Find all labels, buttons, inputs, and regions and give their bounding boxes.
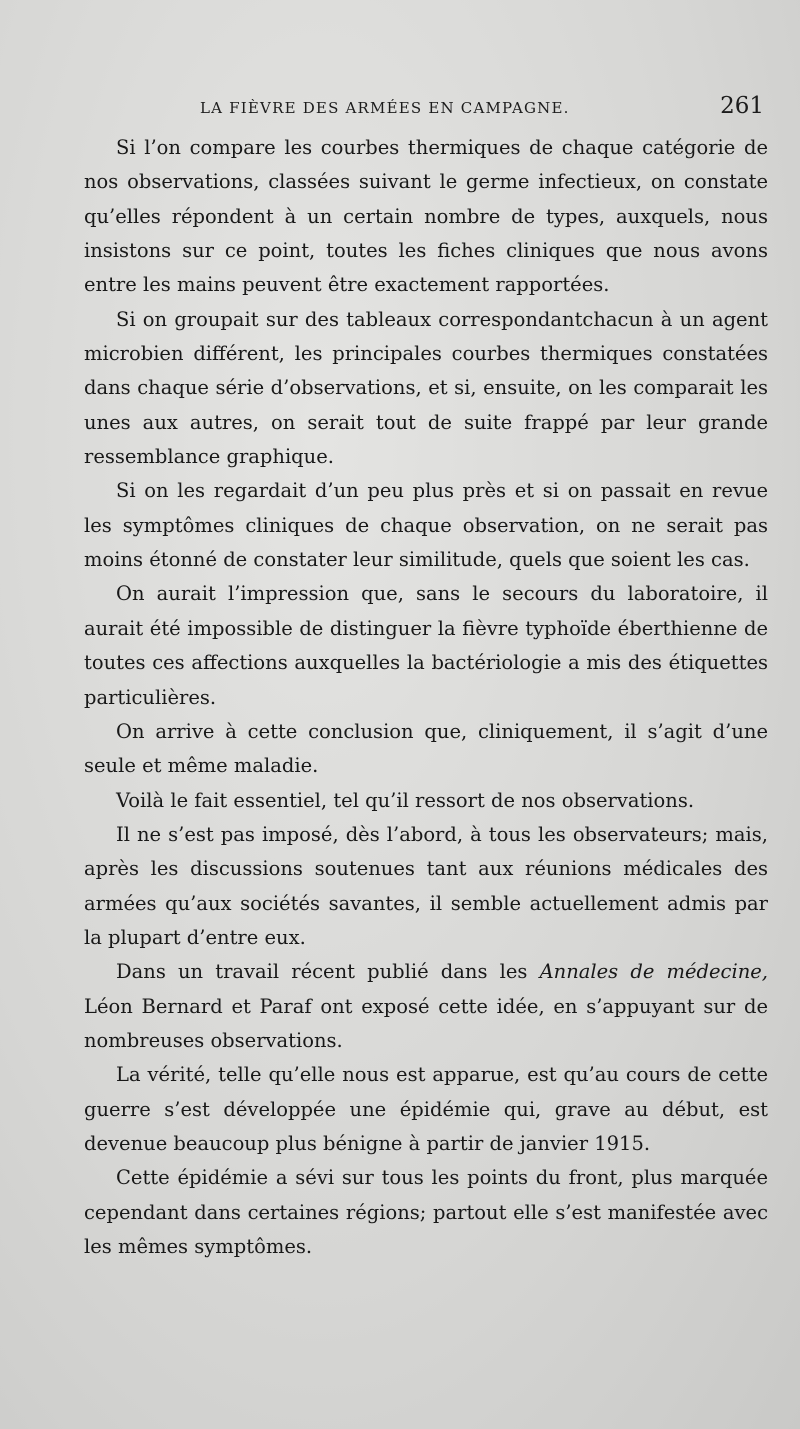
paragraph: Voilà le fait essentiel, tel qu’il ressort de nos observations. xyxy=(116,788,695,812)
paragraph: Cette épidémie a sévi sur tous les points du front, plus marquée cependant dans certaines régions; partout elle s’est manifestée avec les mêmes symptômes. xyxy=(84,1166,768,1258)
running-title: LA FIÈVRE DES ARMÉES EN CAMPAGNE. xyxy=(200,99,570,117)
paragraph: Si l’on compare les courbes thermiques de chaque catégorie de nos observations, classées suivant le germe infectieux, on constate qu’elles répondent à un certain nombre de types, auxquels, nous insistons sur ce point, toutes les fiches cliniques que nous avons entre les mains peuvent être exactement rapportées. xyxy=(84,136,768,297)
page-number: 261 xyxy=(720,93,764,119)
paragraph-lead: Dans un travail récent publié dans les xyxy=(116,960,528,984)
paragraph: La vérité, telle qu’elle nous est apparue, est qu’au cours de cette guerre s’est développée une épidémie qui, grave au début, est devenue beaucoup plus bénigne à partir de janvier 1915. xyxy=(84,1063,768,1155)
body-text xyxy=(84,131,768,1264)
journal-title: Annales de médecine, xyxy=(539,960,769,984)
page-header xyxy=(200,93,770,123)
paragraph: Si on les regardait d’un peu plus près et si on passait en revue les symptômes cliniques de chaque observation, on ne serait pas moins étonné de constater leur similitude, quels que soient les cas. xyxy=(84,479,768,572)
paragraph: On arrive à cette conclusion que, cliniquement, il s’agit d’une seule et même maladie. xyxy=(84,719,768,778)
paragraph: Si on groupait sur des tableaux correspondantchacun à un agent microbien différent, les principales courbes thermiques constatées dans chaque série d’observations, et si, ensuite, on les comparait les unes aux autres, on serait tout de suite frappé par leur grande ressemblance graphique. xyxy=(84,307,768,469)
paragraph: Il ne s’est pas imposé, dès l’abord, à tous les observateurs; mais, après les discussions soutenues tant aux réunions médicales des armées qu’aux sociétés savantes, il semble actuellement admis par la plupart d’entre eux. xyxy=(84,822,768,949)
paragraph-with-journal-citation xyxy=(84,955,768,1058)
paragraph: On aurait l’impression que, sans le secours du laboratoire, il aurait été impossible de distinguer la fièvre typhoïde éberthienne de toutes ces affections auxquelles la bactériologie a mis des étiquettes particulières. xyxy=(84,582,768,709)
paragraph-tail: Léon Bernard et Paraf ont exposé cette idée, en s’appuyant sur de nombreuses observations. xyxy=(84,994,768,1052)
